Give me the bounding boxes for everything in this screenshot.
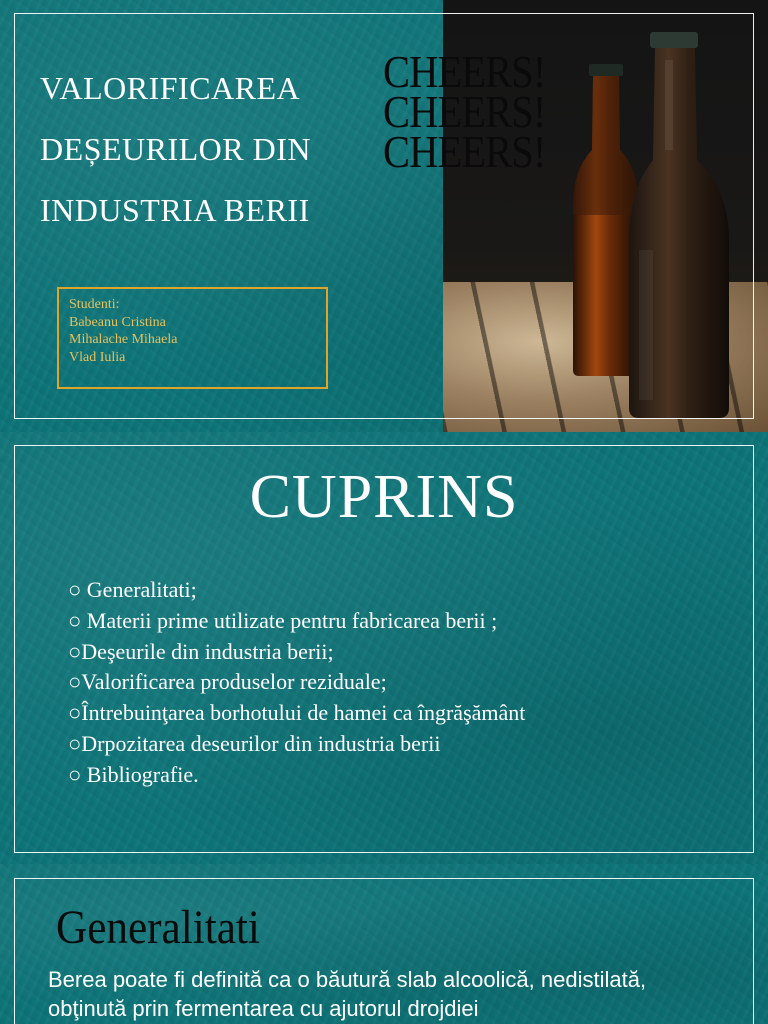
contents-slide: [0, 432, 768, 864]
contents-list: [68, 575, 525, 791]
contents-item: ○ Generalitati;: [68, 577, 197, 602]
cheers-text-1: CHEERS!: [383, 46, 546, 97]
student-name: Vlad Iulia: [69, 349, 126, 365]
students-box: [57, 287, 328, 389]
contents-item: ○Întrebuinţarea borhotului de hamei ca îngrăşământ: [68, 700, 526, 726]
contents-item: ○Drpozitarea deseurilor din industria berii: [68, 730, 441, 756]
section-body: Berea poate fi definită ca o băutură slab alcoolică, nedistilată, obţinută prin fermentarea cu ajutorul drojdiei: [48, 967, 647, 1021]
student-name: Babeanu Cristina: [69, 314, 166, 330]
title-line-1: VALORIFICAREA: [40, 70, 301, 106]
student-name: Mihalache Mihaela: [69, 332, 178, 347]
students-heading: Studenti:: [69, 297, 120, 312]
generalitati-slide: [0, 864, 768, 1024]
contents-item: ○Deşeurile din industria berii;: [68, 638, 334, 664]
contents-item: ○ Materii prime utilizate pentru fabricarea berii ;: [68, 607, 498, 633]
cheers-text-3: CHEERS!: [383, 126, 546, 177]
section-title: Generalitati: [56, 901, 260, 954]
contents-item: ○ Bibliografie.: [68, 761, 199, 787]
contents-title: CUPRINS: [249, 463, 519, 531]
contents-item: ○Valorificarea produselor reziduale;: [68, 669, 387, 695]
title-slide: [0, 0, 768, 432]
title-line-3: INDUSTRIA BERII: [40, 192, 310, 228]
cheers-text-2: CHEERS!: [383, 86, 546, 137]
title-line-2: DEȘEURILOR DIN: [40, 131, 311, 167]
